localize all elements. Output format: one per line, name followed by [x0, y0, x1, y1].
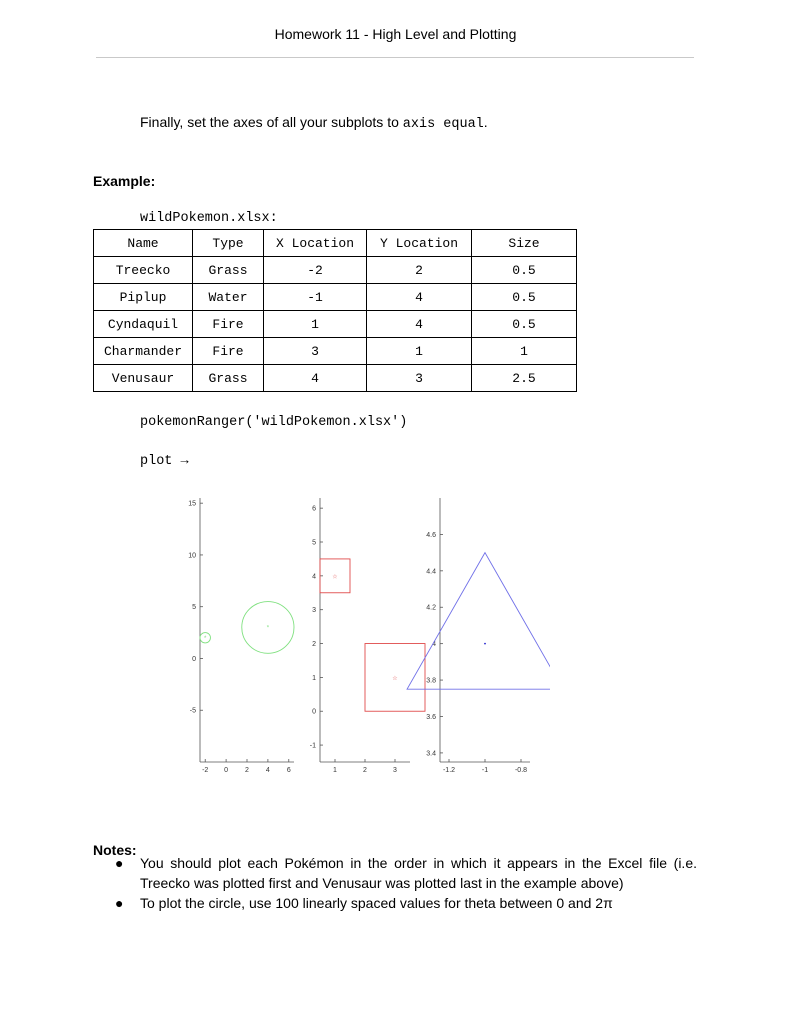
y-tick-label: 4 — [432, 641, 436, 649]
y-tick-label: 4.6 — [426, 531, 436, 539]
table-cell: 0.5 — [472, 311, 577, 338]
table-cell: 0.5 — [472, 284, 577, 311]
y-tick-label: 3 — [312, 607, 316, 615]
table-header-row — [94, 230, 577, 257]
table-cell: Fire — [193, 338, 264, 365]
table-row — [94, 338, 577, 365]
x-tick-label: 1 — [333, 767, 337, 774]
x-tick-label: -2 — [202, 767, 209, 774]
x-tick-label: 0 — [224, 767, 229, 774]
y-tick-label: 1 — [312, 674, 316, 682]
table-cell: 4 — [367, 284, 472, 311]
notes-heading: Notes: — [93, 842, 137, 858]
x-tick-label: 4 — [265, 767, 270, 774]
y-tick-label: 2 — [312, 641, 316, 649]
x-tick-label: 3 — [393, 767, 397, 774]
y-tick-label: 10 — [188, 552, 196, 560]
y-tick-label: -5 — [189, 707, 196, 715]
center-marker: ☆ — [332, 574, 338, 581]
table-cell: Cyndaquil — [94, 311, 193, 338]
page-header-title: Homework 11 - High Level and Plotting — [274, 26, 517, 42]
table-cell: Charmander — [94, 338, 193, 365]
header-divider — [96, 57, 694, 58]
list-item — [93, 893, 697, 913]
y-tick-label: 6 — [312, 505, 316, 513]
x-tick-label: -0.8 — [514, 767, 528, 774]
function-call: pokemonRanger('wildPokemon.xlsx') — [140, 415, 408, 430]
table-row — [94, 311, 577, 338]
plot-label: plot → — [140, 454, 189, 469]
x-tick-label: -1 — [481, 767, 489, 774]
y-tick-label: 5 — [312, 539, 316, 547]
table-cell: 3 — [264, 338, 367, 365]
table-row — [94, 365, 577, 392]
center-marker — [484, 643, 486, 645]
table-cell: 4 — [367, 311, 472, 338]
bullet-icon: ● — [115, 895, 124, 911]
table-row — [94, 284, 577, 311]
intro-text-end: . — [483, 114, 488, 130]
table-cell: 4 — [264, 365, 367, 392]
table-cell: 1 — [367, 338, 472, 365]
table-header-cell: Size — [472, 230, 577, 257]
table-cell: 1 — [472, 338, 577, 365]
table-cell: 0.5 — [472, 257, 577, 284]
intro-paragraph — [140, 114, 488, 132]
example-filename: wildPokemon.xlsx: — [140, 211, 278, 226]
table-cell: -1 — [264, 284, 367, 311]
x-tick-label: 6 — [286, 767, 291, 774]
table-cell: Treecko — [94, 257, 193, 284]
table-cell: Grass — [193, 257, 264, 284]
y-tick-label: 3.6 — [426, 713, 436, 721]
table-cell: 2 — [367, 257, 472, 284]
intro-text: Finally, set the axes of all your subplots to — [140, 114, 403, 130]
y-tick-label: 4 — [312, 573, 316, 581]
y-tick-label: -1 — [309, 742, 316, 750]
bullet-icon: ● — [115, 855, 124, 871]
y-tick-label: 3.4 — [426, 750, 436, 758]
table-cell: -2 — [264, 257, 367, 284]
y-tick-label: 4.4 — [426, 568, 436, 576]
note-text: To plot the circle, use 100 linearly spaced values for theta between 0 and 2π — [140, 895, 613, 911]
table-cell: Venusaur — [94, 365, 193, 392]
pokemon-table — [93, 229, 577, 392]
y-tick-label: 0 — [312, 708, 316, 716]
note-text: You should plot each Pokémon in the order in which it appears in the Excel file (i.e. Treecko was plotted first and Venusaur was plotted last in the example above) — [140, 855, 697, 891]
example-heading: Example: — [93, 173, 156, 189]
table-header-cell: Y Location — [367, 230, 472, 257]
center-marker: ☆ — [392, 675, 398, 682]
table-header-cell: Type — [193, 230, 264, 257]
y-tick-label: 15 — [188, 500, 196, 508]
center-marker: * — [266, 625, 270, 632]
y-tick-label: 3.8 — [426, 677, 436, 685]
x-tick-label: -1.2 — [442, 767, 456, 774]
table-cell: 3 — [367, 365, 472, 392]
table-cell: Grass — [193, 365, 264, 392]
table-cell: Water — [193, 284, 264, 311]
y-tick-label: 0 — [192, 655, 196, 663]
x-tick-label: 2 — [363, 767, 367, 774]
table-cell: 2.5 — [472, 365, 577, 392]
list-item — [93, 853, 697, 893]
x-tick-label: 2 — [245, 767, 249, 774]
intro-code: axis equal — [402, 117, 484, 132]
table-cell: 1 — [264, 311, 367, 338]
notes-list — [93, 853, 697, 913]
subplots-figure — [170, 490, 550, 790]
table-header-cell: Name — [94, 230, 193, 257]
center-marker: * — [204, 635, 207, 642]
table-row — [94, 257, 577, 284]
table-header-cell: X Location — [264, 230, 367, 257]
table-cell: Piplup — [94, 284, 193, 311]
table-cell: Fire — [193, 311, 264, 338]
y-tick-label: 5 — [192, 604, 196, 612]
y-tick-label: 4.2 — [426, 604, 436, 612]
